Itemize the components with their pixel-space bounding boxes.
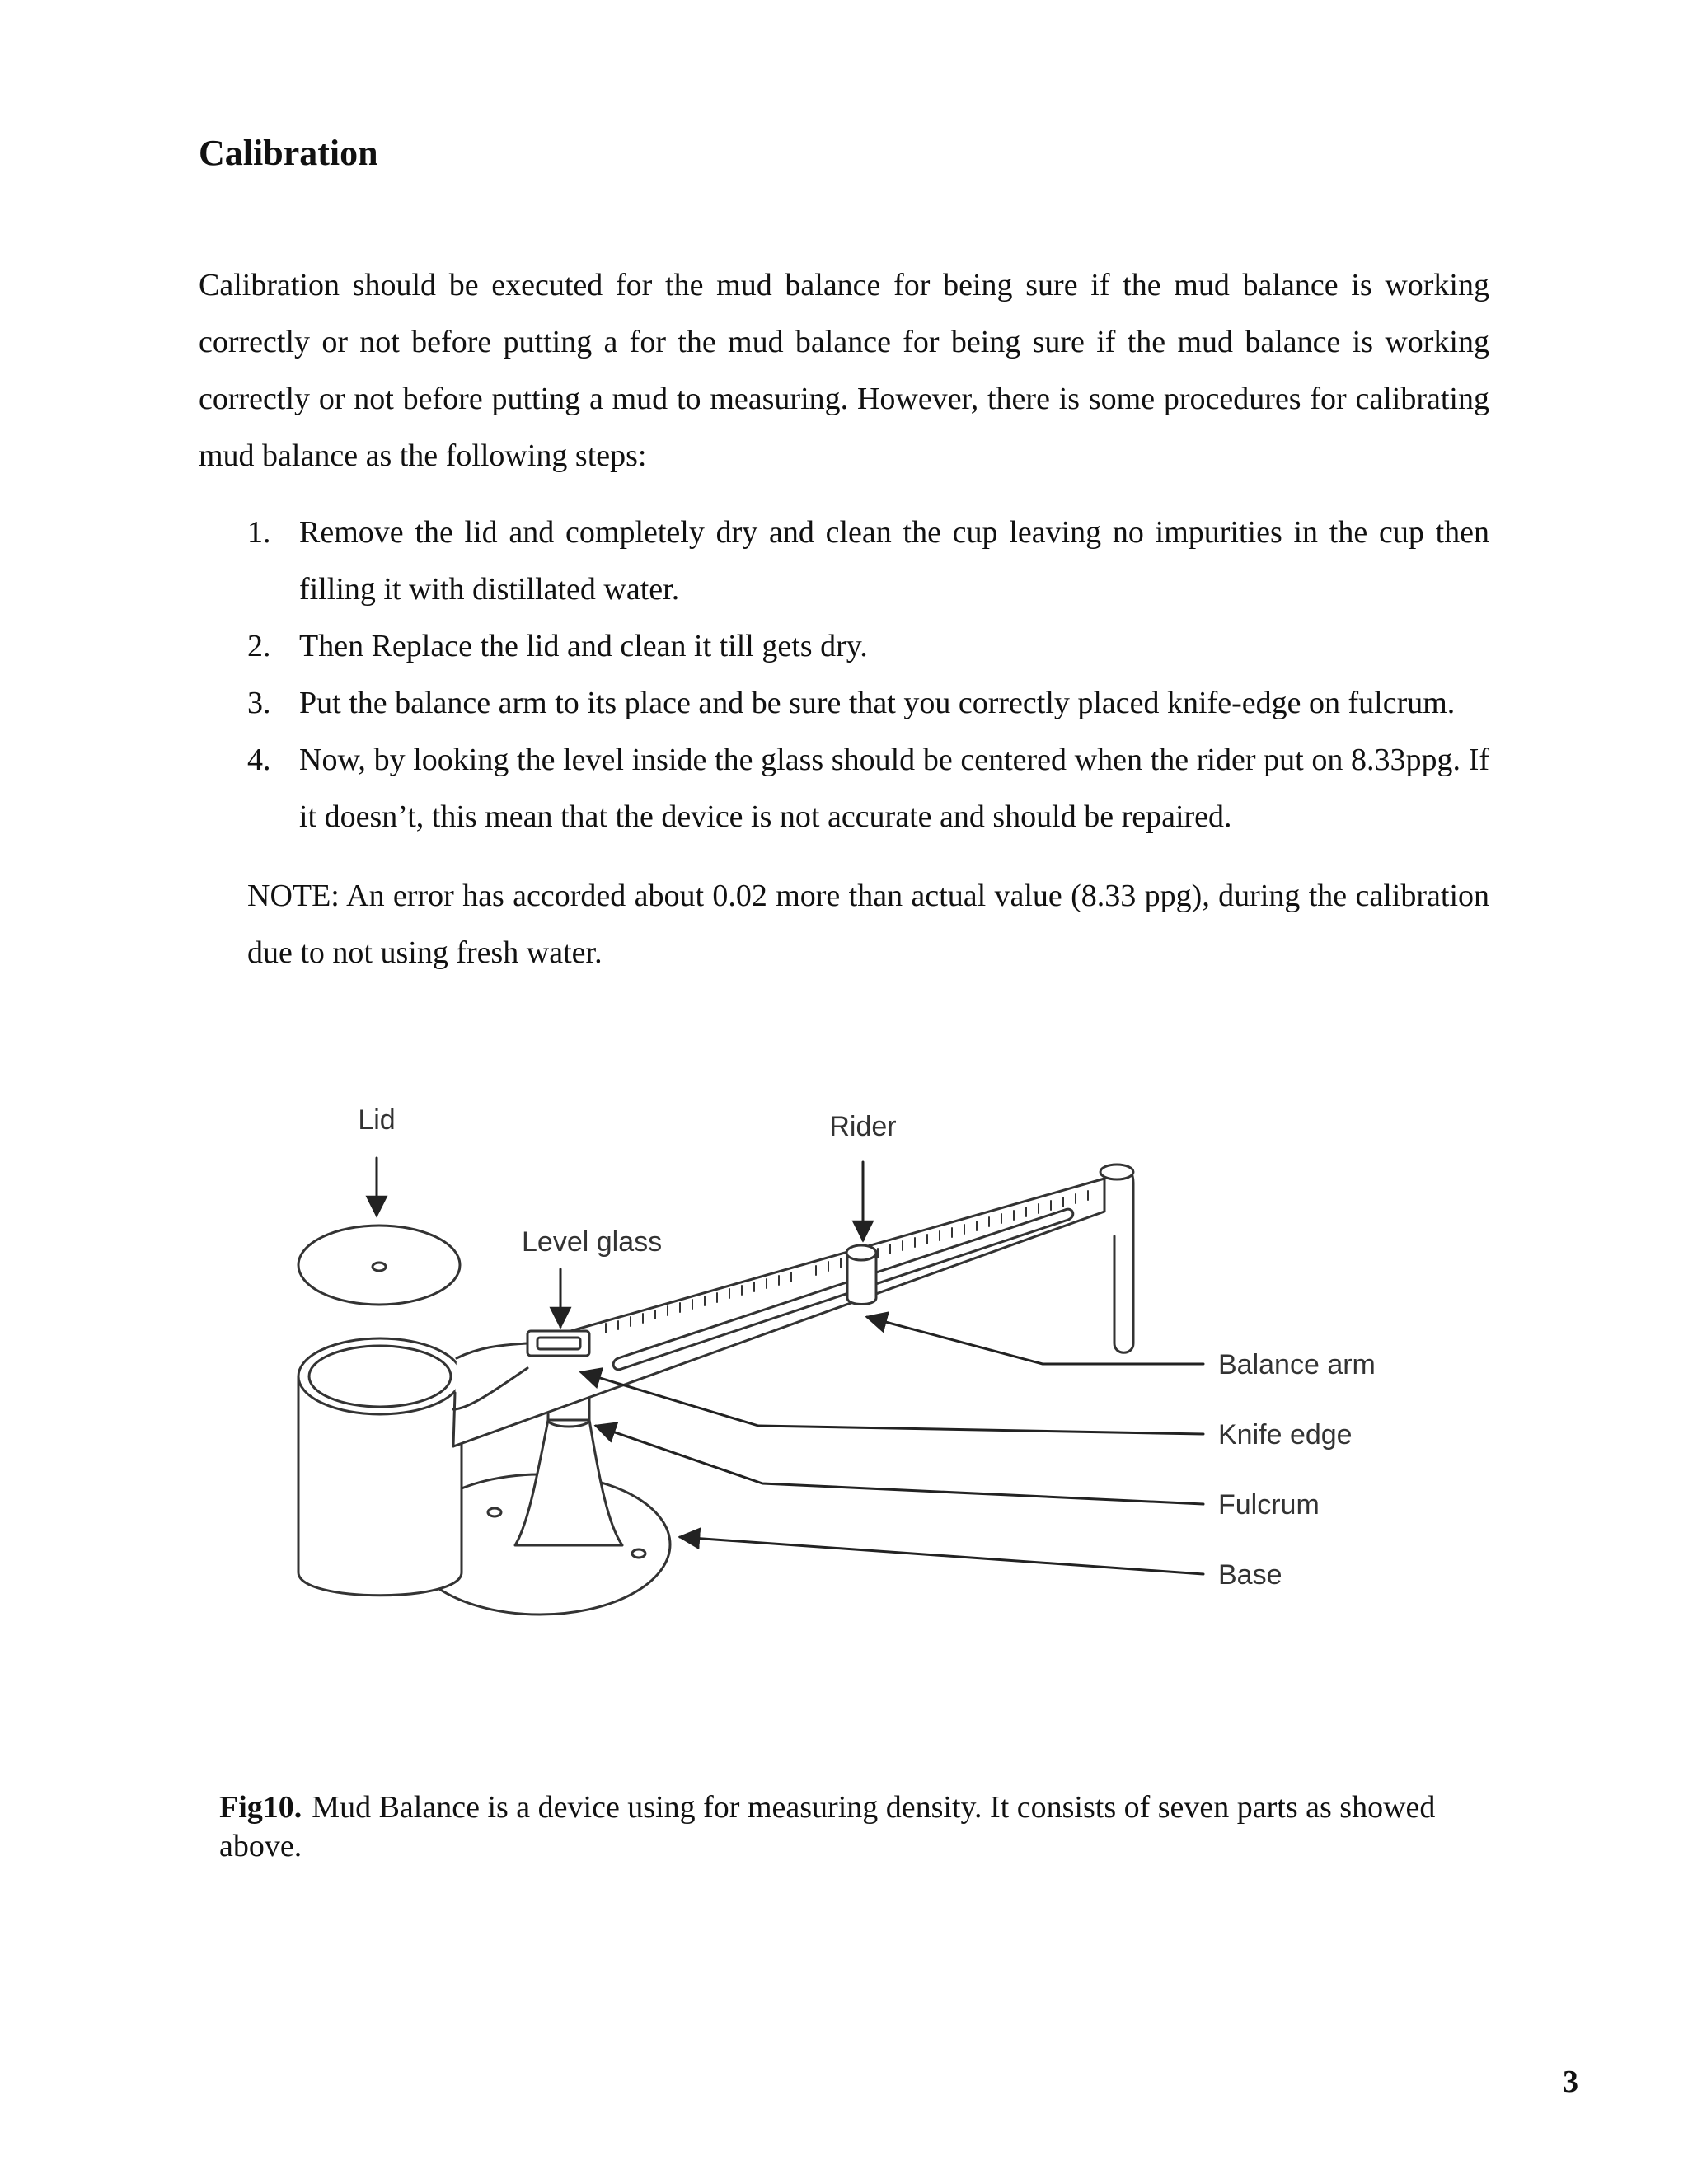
step-number: 4. bbox=[247, 743, 271, 777]
balance-arm-shape bbox=[453, 1179, 1104, 1446]
step-text: Now, by looking the level inside the glass should be centered when the rider put on 8.33ppg. If it doesn’t, this mean that the device is not accurate and should be repaired. bbox=[299, 743, 1489, 834]
balance-arm-label: Balance arm bbox=[1218, 1349, 1376, 1380]
figure-label: Fig10. bbox=[219, 1790, 302, 1825]
mud-balance-figure bbox=[280, 1096, 1418, 1624]
lid-shape bbox=[298, 1226, 460, 1305]
step-text: Then Replace the lid and clean it till gets dry. bbox=[299, 629, 868, 663]
list-item bbox=[247, 504, 1489, 618]
level-glass-label: Level glass bbox=[522, 1226, 663, 1258]
rider-label: Rider bbox=[829, 1111, 897, 1142]
list-item bbox=[247, 732, 1489, 846]
fulcrum-label: Fulcrum bbox=[1218, 1489, 1320, 1521]
step-text: Put the balance arm to its place and be sure that you correctly placed knife-edge on fulcrum. bbox=[299, 686, 1456, 720]
mud-balance-diagram bbox=[280, 1096, 1418, 1624]
note-paragraph: NOTE: An error has accorded about 0.02 more than actual value (8.33 ppg), during the calibration due to not using fresh water. bbox=[247, 879, 1489, 970]
calibration-steps-list bbox=[247, 504, 1489, 846]
balance-arm-arrow bbox=[867, 1317, 1203, 1364]
step-number: 3. bbox=[247, 686, 271, 720]
knife-edge-arrow bbox=[581, 1372, 1203, 1434]
page-number: 3 bbox=[1563, 2064, 1578, 2099]
intro-paragraph: Calibration should be executed for the mud balance for being sure if the mud balance is working correctly or not before putting a for the mud balance for being sure if the mud balance is working correctly or not before putting a mud to measuring. However, there is some procedures for calibrating mud balance as the following steps: bbox=[199, 268, 1489, 473]
step-number: 1. bbox=[247, 515, 271, 550]
section-heading: Calibration bbox=[199, 133, 378, 173]
list-item bbox=[247, 618, 1489, 675]
figure-caption bbox=[219, 1788, 1472, 1866]
lid-label: Lid bbox=[358, 1104, 396, 1136]
base-label: Base bbox=[1218, 1559, 1282, 1591]
caption-text: Mud Balance is a device using for measuring density. It consists of seven parts as showed above. bbox=[219, 1790, 1436, 1863]
base-arrow bbox=[680, 1537, 1203, 1574]
list-item bbox=[247, 675, 1489, 732]
counterweight-shape bbox=[1104, 1167, 1133, 1353]
step-text: Remove the lid and completely dry and clean the cup leaving no impurities in the cup then filling it with distillated water. bbox=[299, 515, 1489, 607]
knife-edge-label: Knife edge bbox=[1218, 1419, 1353, 1451]
fulcrum-arrow bbox=[596, 1426, 1203, 1504]
step-number: 2. bbox=[247, 629, 271, 663]
